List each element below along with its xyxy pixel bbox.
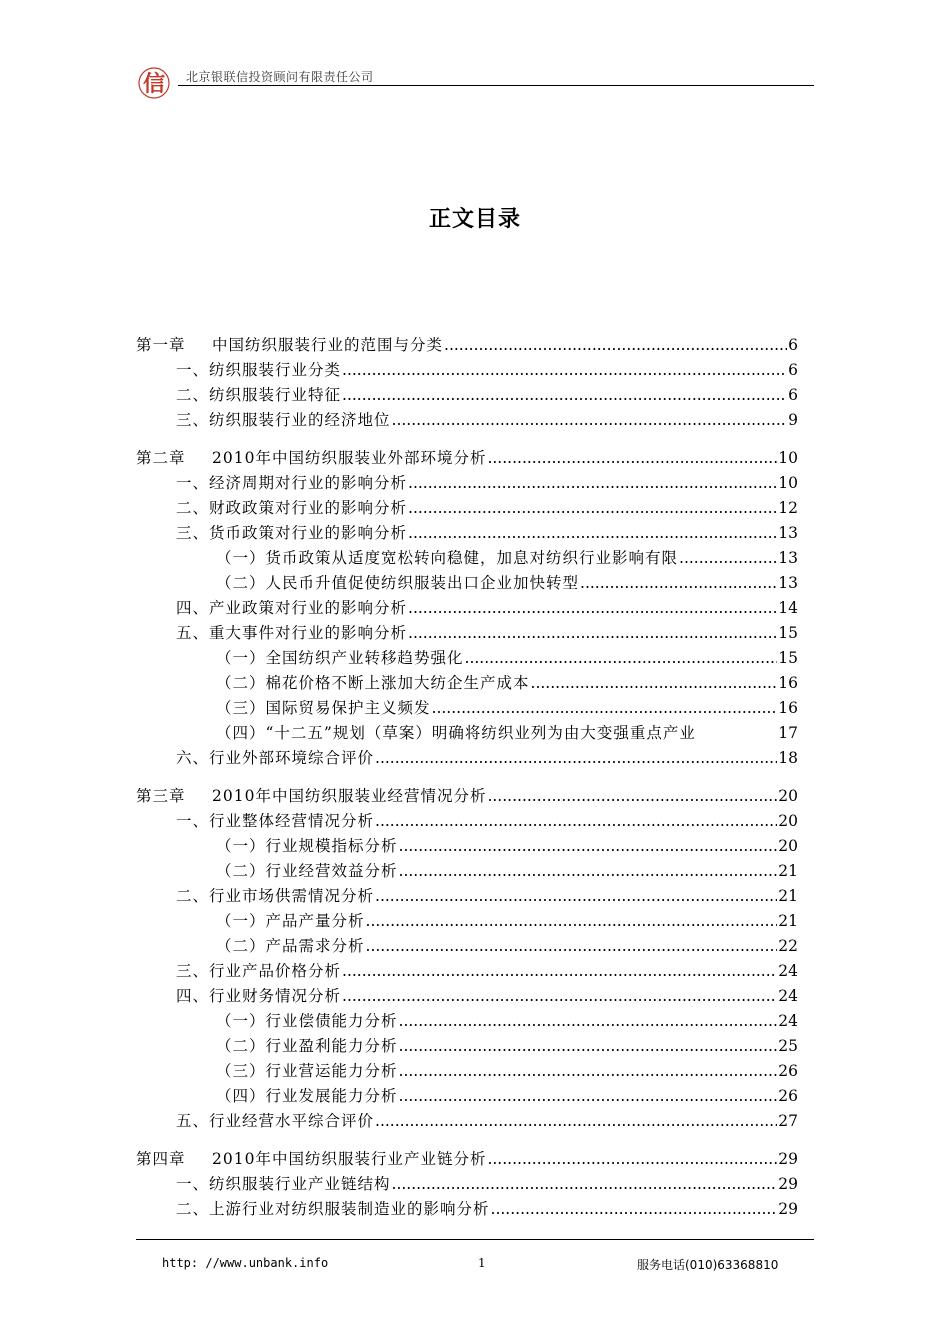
toc-dot-leader xyxy=(366,909,778,934)
toc-entry[interactable] xyxy=(136,809,798,834)
toc-entry-title: （一）行业规模指标分析 xyxy=(216,837,398,855)
toc-chapter-group xyxy=(136,333,798,433)
toc-entry-title: （一）货币政策从适度宽松转向稳健，加息对纺织行业影响有限 xyxy=(216,549,679,567)
toc-entry-title: 二、行业市场供需情况分析 xyxy=(176,887,375,905)
toc-dot-leader xyxy=(408,496,777,521)
toc-entry[interactable] xyxy=(136,496,798,521)
toc-entry[interactable] xyxy=(136,859,798,884)
toc-entry-title: 六、行业外部环境综合评价 xyxy=(176,749,375,767)
toc-page-number: 24 xyxy=(778,962,798,980)
toc-page-number: 21 xyxy=(778,887,798,905)
toc-entry[interactable] xyxy=(136,909,798,934)
toc-dot-leader xyxy=(342,358,787,383)
toc-page-number: 29 xyxy=(778,1200,798,1218)
toc-dot-leader xyxy=(399,834,778,859)
toc-dot-leader xyxy=(408,471,777,496)
toc-entry-title: 2010年中国纺织服装行业产业链分析 xyxy=(212,1150,487,1168)
toc-page-number: 22 xyxy=(778,937,798,955)
toc-entry-title: （一）行业偿债能力分析 xyxy=(216,1012,398,1030)
toc-dot-leader xyxy=(580,571,777,596)
toc-page-number: 29 xyxy=(778,1175,798,1193)
toc-entry[interactable] xyxy=(136,746,798,771)
footer-url[interactable]: http: //www.unbank.info xyxy=(162,1256,329,1270)
toc-page-number: 12 xyxy=(778,499,798,517)
toc-page-number: 27 xyxy=(778,1112,798,1130)
toc-page-number: 13 xyxy=(778,549,798,567)
toc-chapter-entry[interactable] xyxy=(136,333,798,358)
toc-dot-leader xyxy=(399,1084,778,1109)
toc-dot-leader xyxy=(375,809,777,834)
toc-entry[interactable] xyxy=(136,721,798,746)
toc-dot-leader xyxy=(465,646,778,671)
toc-entry-title: 一、纺织服装行业产业链结构 xyxy=(176,1175,391,1193)
footer-page-number: 1 xyxy=(478,1256,486,1270)
toc-entry[interactable] xyxy=(136,596,798,621)
company-logo-icon xyxy=(136,67,172,99)
toc-page-number: 16 xyxy=(778,699,798,717)
toc-entry[interactable] xyxy=(136,959,798,984)
toc-entry-title: 中国纺织服装行业的范围与分类 xyxy=(212,336,444,354)
toc-entry[interactable] xyxy=(136,1109,798,1134)
toc-entry[interactable] xyxy=(136,1172,798,1197)
toc-dot-leader xyxy=(392,408,788,433)
toc-page-number: 25 xyxy=(778,1037,798,1055)
toc-page-number: 18 xyxy=(778,749,798,767)
toc-entry[interactable] xyxy=(136,671,798,696)
toc-dot-leader xyxy=(375,1109,777,1134)
toc-entry-title: 2010年中国纺织服装业经营情况分析 xyxy=(212,787,487,805)
toc-page-number: 15 xyxy=(778,624,798,642)
toc-dot-leader xyxy=(392,1172,778,1197)
toc-dot-leader xyxy=(375,746,777,771)
toc-entry-title: （一）产品产量分析 xyxy=(216,912,365,930)
footer-phone: 服务电话(010)63368810 xyxy=(637,1258,779,1272)
toc-page-number: 26 xyxy=(778,1087,798,1105)
toc-dot-leader xyxy=(432,696,778,721)
toc-entry-title: 三、行业产品价格分析 xyxy=(176,962,342,980)
toc-page-number: 20 xyxy=(778,812,798,830)
toc-entry-title: 二、上游行业对纺织服装制造业的影响分析 xyxy=(176,1200,490,1218)
page-header xyxy=(136,62,814,100)
toc-page-number: 13 xyxy=(778,524,798,542)
toc-entry-title: （三）行业营运能力分析 xyxy=(216,1062,398,1080)
toc-entry[interactable] xyxy=(136,408,798,433)
toc-dot-leader xyxy=(487,446,777,471)
toc-page-number: 14 xyxy=(778,599,798,617)
toc-page-number: 21 xyxy=(778,912,798,930)
toc-dot-leader xyxy=(399,859,778,884)
toc-entry-title: （四）“十二五”规划（草案）明确将纺织业列为由大变强重点产业 xyxy=(216,724,696,742)
toc-entry[interactable] xyxy=(136,984,798,1009)
toc-entry-title: （一）全国纺织产业转移趋势强化 xyxy=(216,649,464,667)
toc-page-number: 20 xyxy=(778,787,798,805)
svg-text:信: 信 xyxy=(142,72,166,97)
toc-page-number: 6 xyxy=(788,336,798,354)
toc-page-number: 6 xyxy=(788,361,798,379)
toc-chapter-entry[interactable] xyxy=(136,446,798,471)
toc-page-number: 24 xyxy=(778,987,798,1005)
toc-entry-title: 五、重大事件对行业的影响分析 xyxy=(176,624,408,642)
toc-page-number: 26 xyxy=(778,1062,798,1080)
toc-entry[interactable] xyxy=(136,1084,798,1109)
toc-entry[interactable] xyxy=(136,934,798,959)
toc-page-number: 6 xyxy=(788,386,798,404)
toc-entry-title: 二、财政政策对行业的影响分析 xyxy=(176,499,408,517)
toc-entry-title: （二）行业经营效益分析 xyxy=(216,862,398,880)
toc-entry-title: （三）国际贸易保护主义频发 xyxy=(216,699,431,717)
toc-chapter-group xyxy=(136,1147,798,1222)
toc-entry-title: 五、行业经营水平综合评价 xyxy=(176,1112,375,1130)
toc-entry-title: 三、纺织服装行业的经济地位 xyxy=(176,411,391,429)
toc-dot-leader xyxy=(531,671,778,696)
toc-chapter-group xyxy=(136,446,798,771)
toc-dot-leader xyxy=(342,984,777,1009)
toc-dot-leader xyxy=(444,333,787,358)
toc-entry[interactable] xyxy=(136,1059,798,1084)
toc-chapter-label: 第三章 xyxy=(136,787,186,805)
toc-entry[interactable] xyxy=(136,471,798,496)
toc-entry[interactable] xyxy=(136,1009,798,1034)
toc-entry-title: （四）行业发展能力分析 xyxy=(216,1087,398,1105)
toc-entry-title: （二）行业盈利能力分析 xyxy=(216,1037,398,1055)
toc-page-number: 24 xyxy=(778,1012,798,1030)
table-of-contents xyxy=(136,333,798,1235)
footer-rule xyxy=(136,1239,814,1240)
toc-entry[interactable] xyxy=(136,1197,798,1222)
toc-entry[interactable] xyxy=(136,646,798,671)
page-title: 正文目录 xyxy=(428,207,521,232)
toc-dot-leader xyxy=(487,784,777,809)
toc-dot-leader xyxy=(399,1059,778,1084)
toc-page-number: 15 xyxy=(778,649,798,667)
toc-chapter-entry[interactable] xyxy=(136,1147,798,1172)
toc-entry[interactable] xyxy=(136,834,798,859)
company-name: 北京银联信投资顾问有限责任公司 xyxy=(186,70,374,84)
toc-dot-leader xyxy=(399,1009,778,1034)
toc-page-number: 20 xyxy=(778,837,798,855)
toc-entry-title: 一、经济周期对行业的影响分析 xyxy=(176,474,408,492)
toc-entry-title: （二）人民币升值促使纺织服装出口企业加快转型 xyxy=(216,574,580,592)
toc-dot-leader xyxy=(491,1197,778,1222)
toc-page-number: 21 xyxy=(778,862,798,880)
toc-entry-title: 2010年中国纺织服装业外部环境分析 xyxy=(212,449,487,467)
toc-entry-title: 四、行业财务情况分析 xyxy=(176,987,342,1005)
toc-dot-leader xyxy=(342,383,787,408)
toc-entry[interactable] xyxy=(136,358,798,383)
toc-entry-title: （二）产品需求分析 xyxy=(216,937,365,955)
toc-entry[interactable] xyxy=(136,571,798,596)
toc-dot-leader xyxy=(679,546,777,571)
toc-page-number: 29 xyxy=(778,1150,798,1168)
toc-chapter-label: 第二章 xyxy=(136,449,186,467)
toc-page-number: 9 xyxy=(788,411,798,429)
toc-dot-leader xyxy=(399,1034,778,1059)
toc-dot-leader xyxy=(366,934,778,959)
toc-dot-leader xyxy=(487,1147,777,1172)
toc-chapter-label: 第一章 xyxy=(136,336,186,354)
toc-page-number: 10 xyxy=(778,474,798,492)
toc-entry[interactable] xyxy=(136,546,798,571)
toc-page-number: 13 xyxy=(778,574,798,592)
toc-page-number: 10 xyxy=(778,449,798,467)
toc-entry-title: （二）棉花价格不断上涨加大纺企生产成本 xyxy=(216,674,530,692)
toc-entry[interactable] xyxy=(136,696,798,721)
toc-dot-leader xyxy=(408,621,777,646)
toc-entry-title: 二、纺织服装行业特征 xyxy=(176,386,342,404)
toc-entry[interactable] xyxy=(136,383,798,408)
toc-entry[interactable] xyxy=(136,521,798,546)
toc-dot-leader xyxy=(408,521,777,546)
toc-entry-title: 一、纺织服装行业分类 xyxy=(176,361,342,379)
header-rule xyxy=(178,85,814,86)
toc-entry-title: 四、产业政策对行业的影响分析 xyxy=(176,599,408,617)
toc-entry-title: 一、行业整体经营情况分析 xyxy=(176,812,375,830)
toc-chapter-entry[interactable] xyxy=(136,784,798,809)
toc-entry-title: 三、货币政策对行业的影响分析 xyxy=(176,524,408,542)
toc-dot-leader xyxy=(408,596,777,621)
toc-entry[interactable] xyxy=(136,1034,798,1059)
toc-page-number: 17 xyxy=(778,724,798,742)
toc-entry[interactable] xyxy=(136,621,798,646)
toc-chapter-label: 第四章 xyxy=(136,1150,186,1168)
toc-chapter-group xyxy=(136,784,798,1134)
toc-dot-leader xyxy=(342,959,777,984)
toc-page-number: 16 xyxy=(778,674,798,692)
toc-dot-leader xyxy=(375,884,777,909)
toc-entry[interactable] xyxy=(136,884,798,909)
